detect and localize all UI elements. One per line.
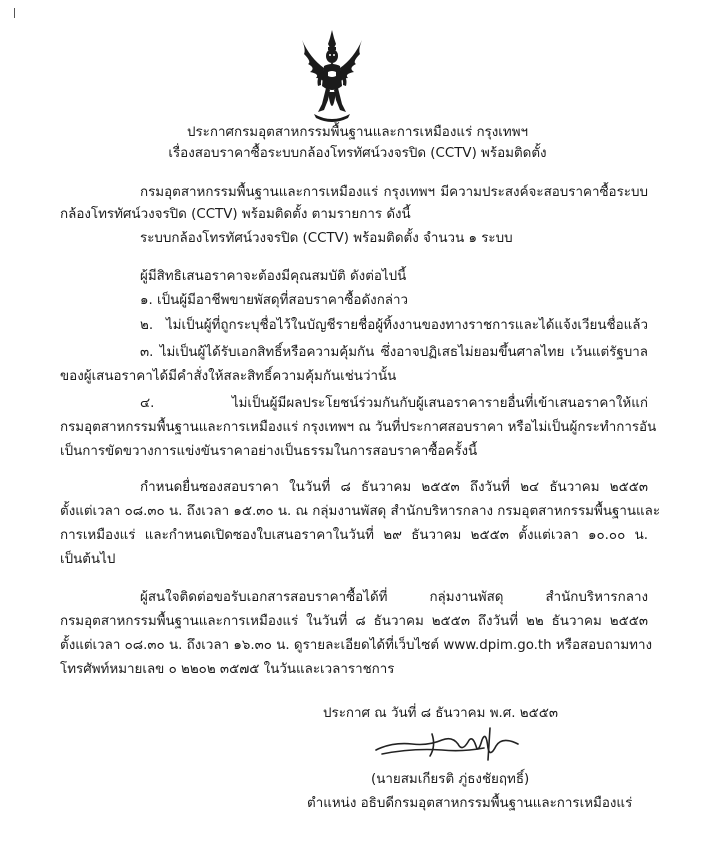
submission-line-1: กำหนดยื่นซองสอบราคา ในวันที่ ๘ ธันวาคม ๒๕๕๓ ถึงวันที่ ๒๔ ธันวาคม ๒๕๕๓ (140, 480, 648, 495)
qualifications-heading: ผู้มีสิทธิเสนอราคาจะต้องมีคุณสมบัติ ดังต่อไปนี้ (140, 269, 407, 284)
qualification-4-line-3: เป็นการขัดขวางการแข่งขันราคาอย่างเป็นธรรมในการสอบราคาซื้อครั้งนี้ (60, 444, 478, 459)
contact-line-3: ตั้งแต่เวลา ๐๘.๓๐ น. ถึงเวลา ๑๖.๓๐ น. ดูรายละเอียดได้ที่เว็บไซต์ www.dpim.go.th หรือสอบถามทาง (60, 638, 653, 653)
contact-line-2: กรมอุตสาหกรรมพื้นฐานและการเหมืองแร่ ในวันที่ ๘ ธันวาคม ๒๕๕๓ ถึงวันที่ ๒๒ ธันวาคม ๒๕๕๓ (60, 614, 648, 629)
submission-line-3: การเหมืองแร่ และกำหนดเปิดซองใบเสนอราคาในวันที่ ๒๙ ธันวาคม ๒๕๕๓ ตั้งแต่เวลา ๑๐.๐๐ น. (60, 528, 648, 543)
signatory-name: (นายสมเกียรติ ภู่ธงชัยฤทธิ์) (371, 772, 530, 787)
submission-line-2: ตั้งแต่เวลา ๐๘.๓๐ น. ถึงเวลา ๑๕.๓๐ น. ณ กลุ่มงานพัสดุ สำนักบริหารกลาง กรมอุตสาหกรรมพื้นฐานและ (60, 504, 661, 519)
qualification-2: ๒. ไม่เป็นผู้ที่ถูกระบุชื่อไว้ในบัญชีรายชื่อผู้ทิ้งงานของทางราชการและได้แจ้งเวียนชื่อแล้ว (140, 318, 648, 333)
contact-line-1: ผู้สนใจติดต่อขอรับเอกสารสอบราคาซื้อได้ที่ กลุ่มงานพัสดุ สำนักบริหารกลาง (140, 590, 648, 605)
scan-mark (14, 8, 15, 18)
intro-line-2: กล้องโทรทัศน์วงจรปิด (CCTV) พร้อมติดตั้ง ตามรายการ ดังนี้ (60, 207, 411, 222)
qualification-1: ๑. เป็นผู้มีอาชีพขายพัสดุที่สอบราคาซื้อดังกล่าว (140, 293, 409, 308)
signatory-position: ตำแหน่ง อธิบดีกรมอุตสาหกรรมพื้นฐานและการเหมืองแร่ (307, 796, 633, 811)
announcement-date: ประกาศ ณ วันที่ ๘ ธันวาคม พ.ศ. ๒๕๕๓ (323, 706, 559, 721)
announcement-subject: เรื่องสอบราคาซื้อระบบกล้องโทรทัศน์วงจรปิด (CCTV) พร้อมติดตั้ง (168, 146, 547, 161)
qualification-4-line-2: กรมอุตสาหกรรมพื้นฐานและการเหมืองแร่ กรุงเทพฯ ณ วันที่ประกาศสอบราคา หรือไม่เป็นผู้กระทำการอัน (60, 420, 657, 435)
qualification-3-line-1: ๓. ไม่เป็นผู้ได้รับเอกสิทธิ์หรือความคุ้มกัน ซึ่งอาจปฏิเสธไม่ยอมขึ้นศาลไทย เว้นแต่รัฐบาล (140, 345, 648, 360)
procurement-item: ระบบกล้องโทรทัศน์วงจรปิด (CCTV) พร้อมติดตั้ง จำนวน ๑ ระบบ (140, 231, 513, 246)
contact-line-4: โทรศัพท์หมายเลข ๐ ๒๒๐๒ ๓๕๗๕ ในวันและเวลาราชการ (60, 662, 395, 677)
garuda-emblem-icon (298, 28, 366, 124)
submission-line-4: เป็นต้นไป (60, 552, 116, 567)
qualification-4-line-1: ๔. ไม่เป็นผู้มีผลประโยชน์ร่วมกันกับผู้เสนอราคารายอื่นที่เข้าเสนอราคาให้แก่ (140, 396, 648, 411)
qualification-3-line-2: ของผู้เสนอราคาได้มีคำสั่งให้สละสิทธิ์ความคุ้มกันเช่นว่านั้น (60, 369, 397, 384)
announcement-title: ประกาศกรมอุตสาหกรรมพื้นฐานและการเหมืองแร่ กรุงเทพฯ (186, 125, 529, 140)
handwritten-signature-icon (372, 724, 522, 764)
intro-line-1: กรมอุตสาหกรรมพื้นฐานและการเหมืองแร่ กรุงเทพฯ มีความประสงค์จะสอบราคาซื้อระบบ (140, 185, 648, 200)
